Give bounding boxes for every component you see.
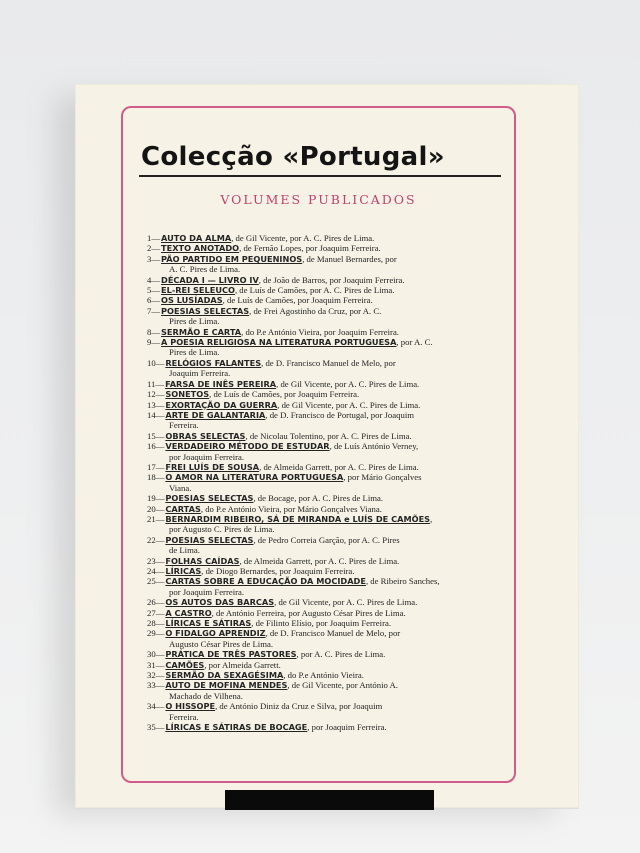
volume-title: A CASTRO — [165, 607, 212, 618]
volume-line — [147, 441, 513, 451]
volume-dash: — — [151, 274, 161, 285]
volume-dash: — — [155, 493, 165, 504]
volume-dash: — — [155, 701, 165, 712]
volume-title: LÍRICAS E SÁTIRAS DE BOCAGE — [165, 722, 308, 733]
volume-dash: — — [155, 503, 165, 514]
volume-item — [135, 379, 513, 389]
volume-credits-continued: A. C. Pires de Lima. — [169, 264, 241, 275]
volume-dash: — — [155, 513, 165, 524]
volume-title: POESIAS SELECTAS — [161, 305, 250, 316]
volume-item — [135, 462, 513, 472]
volume-number: 17 — [147, 461, 156, 472]
volume-credits: , de Gil Vicente, por A. C. Pires de Lima. — [231, 233, 375, 243]
volume-line — [147, 660, 513, 670]
volume-title: BERNARDIM RIBEIRO, SÁ DE MIRANDA e LUÍS DE CAMÕES — [165, 513, 431, 524]
volume-number: 20 — [147, 503, 156, 514]
volume-number: 19 — [147, 493, 156, 504]
volume-line — [147, 649, 513, 659]
volume-item — [135, 556, 513, 566]
volume-number: 24 — [147, 566, 156, 576]
volume-credits-continued: Viana. — [169, 482, 192, 493]
volume-credits: , de Ribeiro Sanches, — [365, 576, 440, 587]
volume-title: EXORTAÇÃO DA GUERRA — [165, 399, 278, 410]
volume-credits-continued: Augusto César Pires de Lima. — [169, 638, 273, 649]
volume-dash: — — [151, 233, 161, 243]
volume-item — [135, 722, 513, 732]
redaction-bar — [225, 790, 434, 810]
volume-line — [147, 254, 513, 264]
volume-title: O FIDALGO APRENDIZ — [165, 628, 266, 639]
volume-number: 16 — [147, 441, 156, 452]
volume-credits-continued: Ferreira. — [169, 420, 199, 431]
volume-credits: , de Bocage, por A. C. Pires de Lima. — [253, 493, 384, 504]
volume-dash: — — [155, 597, 165, 608]
volume-title: CAMÕES — [165, 659, 205, 670]
volume-item — [135, 504, 513, 514]
volume-item — [135, 535, 513, 556]
volume-item — [135, 608, 513, 618]
volume-number: 32 — [147, 670, 156, 681]
volume-line — [147, 285, 513, 295]
volume-item — [135, 254, 513, 275]
volume-item — [135, 410, 513, 431]
volume-line — [147, 493, 513, 503]
volume-title: A POESIA RELIGIOSA NA LITERATURA PORTUGUESA — [161, 337, 397, 348]
volume-credits: , de D. Francisco Manuel de Melo, por — [261, 357, 396, 368]
volume-line — [147, 701, 513, 711]
title-underline — [139, 175, 501, 177]
volume-title: SERMÃO E CARTA — [161, 326, 242, 337]
volume-dash: — — [155, 628, 165, 639]
volume-title: RELÓGIOS FALANTES — [165, 357, 262, 368]
volume-line — [147, 514, 513, 524]
volume-title: POESIAS SELECTAS — [165, 493, 254, 504]
volume-dash: — — [155, 607, 165, 618]
volume-number: 2 — [147, 243, 152, 254]
volume-line — [147, 597, 513, 607]
volume-item — [135, 472, 513, 493]
volume-line — [147, 275, 513, 285]
volume-title: O HISSOPE — [165, 701, 216, 712]
volume-title: SERMÃO DA SEXAGÉSIMA — [165, 670, 284, 681]
volume-item — [135, 680, 513, 701]
volume-item — [135, 389, 513, 399]
volume-line — [147, 431, 513, 441]
volume-credits: , de Gil Vicente, por A. C. Pires de Lima. — [277, 399, 421, 410]
volume-credits: , de Nicolau Tolentino, por A. C. Pires de Lima. — [245, 430, 412, 441]
volume-item — [135, 243, 513, 253]
volume-title: AUTO DA ALMA — [161, 233, 232, 243]
volume-number: 18 — [147, 472, 156, 483]
volume-line — [147, 462, 513, 472]
volume-credits: , de Frei Agostinho da Cruz, por A. C. — [249, 305, 382, 316]
volume-number: 14 — [147, 409, 156, 420]
volume-credits: , de Pedro Correia Garção, por A. C. Pires — [253, 534, 400, 545]
volume-credits: , de Gil Vicente, por A. C. Pires de Lima. — [276, 378, 420, 389]
volume-dash: — — [151, 295, 161, 306]
volume-number: 13 — [147, 399, 156, 410]
volume-credits: , de D. Francisco de Portugal, por Joaquim — [265, 409, 414, 420]
volume-number: 9 — [147, 337, 152, 348]
volume-line — [147, 628, 513, 638]
volume-line — [147, 379, 513, 389]
volume-item — [135, 649, 513, 659]
volume-item — [135, 576, 513, 597]
volume-line — [147, 535, 513, 545]
volume-title: OS LUSÍADAS — [161, 295, 223, 306]
volume-dash: — — [155, 722, 165, 733]
volume-credits: , do P.e António Vieira. — [283, 670, 364, 681]
volume-dash: — — [155, 618, 165, 629]
volume-number: 12 — [147, 389, 156, 400]
volume-line — [147, 472, 513, 482]
volume-item — [135, 233, 513, 243]
volume-number: 22 — [147, 534, 156, 545]
volume-credits-continued: Ferreira. — [169, 711, 199, 722]
volume-line — [147, 400, 513, 410]
volume-line — [147, 358, 513, 368]
volume-title: O AMOR NA LITERATURA PORTUGUESA — [165, 472, 344, 483]
volume-number: 26 — [147, 597, 156, 608]
volume-dash: — — [155, 566, 165, 576]
volume-item — [135, 566, 513, 576]
volume-title: FOLHAS CAÍDAS — [165, 555, 240, 566]
volume-line — [147, 504, 513, 514]
volume-number: 3 — [147, 253, 152, 264]
volume-item — [135, 400, 513, 410]
volume-credits: , de Fernão Lopes, por Joaquim Ferreira. — [239, 243, 381, 254]
volume-number: 35 — [147, 722, 156, 733]
volume-item — [135, 514, 513, 535]
volume-title: FREI LUÍS DE SOUSA — [165, 461, 260, 472]
volume-line — [147, 670, 513, 680]
volume-dash: — — [155, 534, 165, 545]
volume-credits: , por Mário Gonçalves — [343, 472, 422, 483]
volume-dash: — — [151, 305, 161, 316]
volume-title: FARSA DE INÊS PEREIRA — [165, 378, 277, 389]
volume-item — [135, 670, 513, 680]
volume-credits-continued: Joaquim Ferreira. — [169, 368, 231, 379]
volume-line — [147, 306, 513, 316]
volume-title: PRÁTICA DE TRÊS PASTORES — [165, 649, 297, 660]
volume-number: 8 — [147, 326, 152, 337]
volume-dash: — — [155, 399, 165, 410]
volume-line — [147, 618, 513, 628]
volume-credits: , — [430, 513, 433, 524]
volume-line — [147, 233, 513, 243]
volume-title: SONETOS — [165, 389, 210, 400]
volume-dash: — — [155, 430, 165, 441]
volume-line — [147, 576, 513, 586]
volume-dash: — — [155, 555, 165, 566]
volume-number: 27 — [147, 607, 156, 618]
volume-credits: , por A. C. — [396, 337, 433, 348]
volume-item — [135, 358, 513, 379]
volume-number: 23 — [147, 555, 156, 566]
volume-item — [135, 431, 513, 441]
volume-credits: , de Almeida Garrett, por A. C. Pires de Lima. — [239, 555, 400, 566]
volume-number: 11 — [147, 378, 156, 389]
volume-dash: — — [155, 670, 165, 681]
volume-item — [135, 660, 513, 670]
volume-credits: , de António Diniz da Cruz e Silva, por Joaquim — [215, 701, 383, 712]
volume-line — [147, 722, 513, 732]
volume-line — [147, 295, 513, 305]
volume-line — [147, 389, 513, 399]
volume-dash: — — [155, 409, 165, 420]
volume-credits: , do P.e António Vieira, por Joaquim Ferreira. — [241, 326, 399, 337]
volume-credits: , de Diogo Bernardes, por Joaquim Ferreira. — [201, 566, 355, 576]
volume-title: TEXTO ANOTADO — [161, 243, 240, 254]
volume-credits: , de António Ferreira, por Augusto César Pires de Lima. — [211, 607, 406, 618]
volume-credits: , de D. Francisco Manuel de Melo, por — [265, 628, 401, 639]
volume-line — [147, 327, 513, 337]
volume-title: LÍRICAS E SÁTIRAS — [165, 618, 252, 629]
volume-dash: — — [155, 357, 165, 368]
volume-line — [147, 337, 513, 347]
volume-credits: , de Filinto Elísio, por Joaquim Ferreira. — [251, 618, 392, 629]
volume-item — [135, 275, 513, 285]
volume-credits: , por Almeida Garrett. — [204, 659, 281, 670]
volume-number: 30 — [147, 649, 156, 660]
volume-credits: , de Manuel Bernardes, por — [302, 253, 397, 264]
volume-credits: , do P.e António Vieira, por Mário Gonçalves Viana. — [200, 503, 382, 514]
volume-title: OBRAS SELECTAS — [165, 430, 246, 441]
volume-number: 29 — [147, 628, 156, 639]
volume-title: ARTE DE GALANTARIA — [165, 409, 266, 420]
volume-number: 25 — [147, 576, 156, 587]
volume-title: PÃO PARTIDO EM PEQUENINOS — [161, 253, 303, 264]
volume-credits: , de Almeida Garrett, por A. C. Pires de Lima. — [259, 461, 419, 472]
volume-dash: — — [151, 326, 161, 337]
volume-item — [135, 441, 513, 462]
volume-number: 5 — [147, 285, 152, 296]
volume-list — [135, 233, 513, 733]
volume-line — [147, 556, 513, 566]
volume-credits: , de João de Barros, por Joaquim Ferreira. — [258, 274, 405, 285]
volume-number: 34 — [147, 701, 156, 712]
volume-credits-continued: por Joaquim Ferreira. — [169, 586, 245, 597]
volume-credits-continued: Pires de Lima. — [169, 347, 220, 358]
volume-item — [135, 597, 513, 607]
volume-title: AUTO DE MOFINA MENDES — [165, 680, 288, 691]
volume-credits: , de Luís de Camões, por Joaquim Ferreira. — [222, 295, 373, 306]
volume-item — [135, 337, 513, 358]
volume-dash: — — [155, 659, 165, 670]
volume-credits-continued: Pires de Lima. — [169, 316, 220, 327]
volume-title: CARTAS SOBRE A EDUCAÇÃO DA MOCIDADE — [165, 576, 366, 587]
pink-border-frame — [121, 106, 516, 783]
volume-dash: — — [151, 253, 161, 264]
volume-dash: — — [155, 649, 165, 660]
volume-number: 33 — [147, 680, 156, 691]
collection-title: Colecção «Portugal» — [141, 142, 445, 172]
volume-credits: , de Gil Vicente, por António A. — [287, 680, 398, 691]
volume-dash: — — [155, 378, 165, 389]
volume-credits: , de Luís António Verney, — [329, 441, 419, 452]
volume-title: DÉCADA I — LIVRO IV — [161, 274, 259, 285]
volume-number: 6 — [147, 295, 152, 306]
volume-dash: — — [155, 389, 165, 400]
volume-number: 21 — [147, 513, 156, 524]
volume-number: 7 — [147, 305, 152, 316]
volume-credits: , de Luís de Camões, por Joaquim Ferreira. — [209, 389, 360, 400]
volume-line — [147, 410, 513, 420]
volume-credits-continued: Machado de Vilhena. — [169, 690, 243, 701]
volume-title: POESIAS SELECTAS — [165, 534, 254, 545]
volume-item — [135, 701, 513, 722]
volume-dash: — — [155, 461, 165, 472]
volume-dash: — — [155, 680, 165, 691]
volume-credits: , por Joaquim Ferreira. — [307, 722, 387, 733]
volume-line — [147, 566, 513, 576]
volume-dash: — — [155, 576, 165, 587]
volume-title: LÍRICAS — [165, 566, 202, 576]
volume-item — [135, 327, 513, 337]
volume-number: 10 — [147, 357, 156, 368]
volume-line — [147, 243, 513, 253]
book-back-cover — [75, 84, 579, 808]
volume-number: 4 — [147, 274, 152, 285]
volume-dash: — — [151, 285, 161, 296]
volume-dash: — — [151, 337, 161, 348]
volume-credits: , por A. C. Pires de Lima. — [296, 649, 386, 660]
volume-dash: — — [155, 441, 165, 452]
volume-dash: — — [155, 472, 165, 483]
volume-number: 15 — [147, 430, 156, 441]
volume-item — [135, 618, 513, 628]
volume-credits-continued: de Lima. — [169, 545, 200, 556]
volume-line — [147, 608, 513, 618]
volume-item — [135, 306, 513, 327]
volume-title: VERDADEIRO MÉTODO DE ESTUDAR — [165, 441, 330, 452]
volume-title: OS AUTOS DAS BARCAS — [165, 597, 275, 608]
volumes-heading: VOLUMES PUBLICADOS — [220, 192, 417, 207]
volume-line — [147, 680, 513, 690]
volume-number: 1 — [147, 233, 152, 243]
volume-number: 28 — [147, 618, 156, 629]
volume-title: EL-REI SELEUCO — [161, 285, 235, 296]
volume-title: CARTAS — [165, 503, 201, 514]
volume-credits-continued: por Joaquim Ferreira. — [169, 451, 245, 462]
volume-item — [135, 295, 513, 305]
volume-dash: — — [151, 243, 161, 254]
volume-item — [135, 285, 513, 295]
volume-item — [135, 493, 513, 503]
volume-credits: , de Gil Vicente, por A. C. Pires de Lima. — [274, 597, 418, 608]
volume-number: 31 — [147, 659, 156, 670]
volume-item — [135, 628, 513, 649]
volume-credits: , de Luís de Camões, por A. C. Pires de Lima. — [234, 285, 395, 296]
volume-credits-continued: por Augusto C. Pires de Lima. — [169, 524, 275, 535]
